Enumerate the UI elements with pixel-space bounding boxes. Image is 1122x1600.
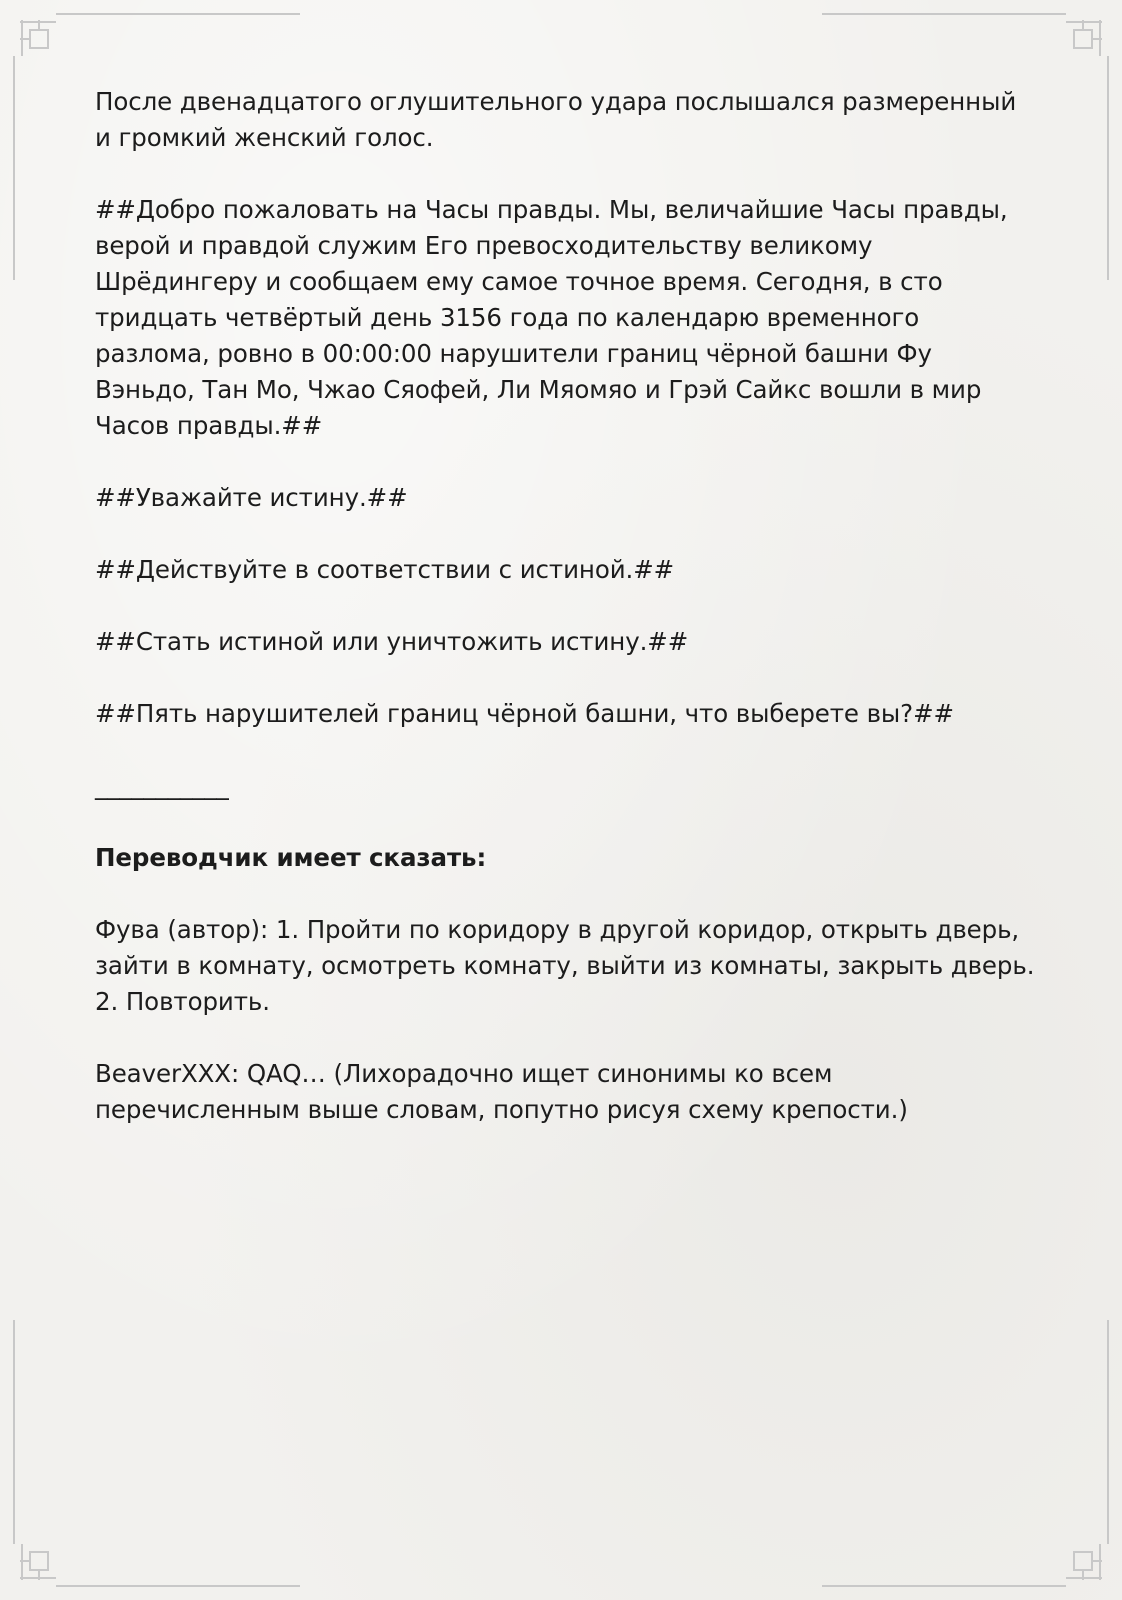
separator-line: ___________ (95, 771, 229, 800)
welcome-announcement-paragraph: ##Добро пожаловать на Часы правды. Мы, величайшие Часы правды, верой и правдой служим Его превосходительству великому Шрёдингеру и сообщаем ему самое точное время. Сегодня, в сто тридцать четвёртый день 3156 года по календарю временного разлома, ровно в 00:00:00 нарушители границ чёрной башни Фу Вэньдо, Тан Мо, Чжао Сяофей, Ли Мяомяо и Грэй Сайкс вошли в мир Часов правды.## (95, 195, 1008, 440)
author-note-paragraph: Фува (автор): 1. Пройти по коридору в другой коридор, открыть дверь, зайти в комнату, осмотреть комнату, выйти из комнаты, закрыть дверь. 2. Повторить. (95, 915, 1035, 1016)
document-body (95, 84, 1035, 1164)
corner-frame-bottom-right-icon (822, 1300, 1122, 1600)
choose-question-line: ##Пять нарушителей границ чёрной башни, что выберете вы?## (95, 699, 954, 728)
translator-notes-heading: Переводчик имеет сказать: (95, 843, 487, 872)
intro-paragraph: После двенадцатого оглушительного удара послышался размеренный и громкий женский голос. (95, 87, 1017, 152)
respect-truth-line: ##Уважайте истину.## (95, 483, 408, 512)
translator-note-paragraph: BeaverXXX: QAQ… (Лихорадочно ищет синонимы ко всем перечисленным выше словам, попутно рисуя схему крепости.) (95, 1059, 908, 1124)
become-truth-line: ##Стать истиной или уничтожить истину.## (95, 627, 689, 656)
act-truth-line: ##Действуйте в соответствии с истиной.## (95, 555, 675, 584)
corner-frame-bottom-left-icon (0, 1300, 300, 1600)
